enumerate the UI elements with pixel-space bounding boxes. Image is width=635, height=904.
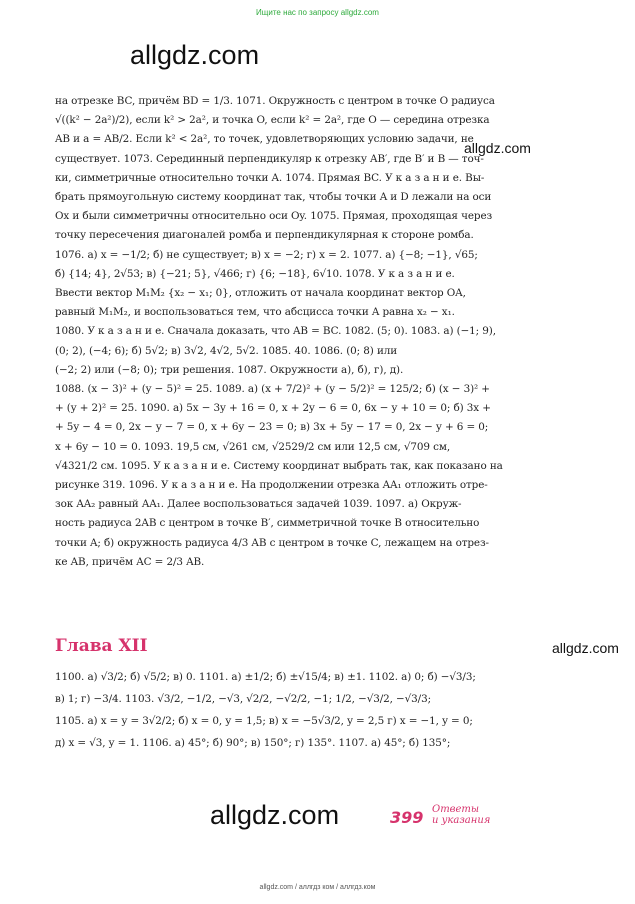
- answer-line: √4321/2 см. 1095. У к а з а н и е. Систему координат выбрать так, как показано на: [55, 459, 503, 472]
- answer-line: 1088. (x − 3)² + (y − 5)² = 25. 1089. а) (x + 7/2)² + (y − 5/2)² = 125/2; б) (x − 3)² +: [55, 383, 490, 396]
- answer-line: д) x = √3, y = 1. 1106. а) 45°; б) 90°; в) 150°; г) 135°. 1107. а) 45°; б) 135°;: [55, 737, 451, 749]
- answer-line: равный M₁M₂, и воспользоваться тем, что абсцисса точки A равна x₂ − x₁.: [55, 306, 455, 319]
- answer-line: 1080. У к а з а н и е. Сначала доказать, что AB = BC. 1082. (5; 0). 1083. а) (−1; 9),: [55, 325, 496, 338]
- answer-line: ность радиуса 2AB с центром в точке B′, симметричной точке B относительно: [55, 517, 480, 530]
- section-label: [432, 804, 490, 826]
- page-number: 399: [390, 808, 424, 827]
- answer-line: √((k² − 2a²)/2), если k² > 2a², и точка O, если k² = 2a², где O — середина отрезка: [55, 114, 490, 127]
- answer-line: существует. 1073. Серединный перпендикуляр к отрезку AB′, где B′ и B — точ-: [55, 152, 484, 165]
- answer-line: точку пересечения диагоналей ромба и перпендикулярная к стороне ромба.: [55, 229, 474, 242]
- watermark-mid: allgdz.com: [464, 140, 531, 156]
- watermark-bottom: allgdz.com: [210, 800, 340, 830]
- top-search-link[interactable]: Ищите нас по запросу allgdz.com: [256, 8, 379, 17]
- answer-line: в) 1; г) −3/4. 1103. √3/2, −1/2, −√3, √2/2, −√2/2, −1; 1/2, −√3/2, −√3/3;: [55, 693, 431, 705]
- answer-line: 1076. а) x = −1/2; б) не существует; в) x = −2; г) x = 2. 1077. а) {−8; −1}, √65;: [55, 248, 478, 261]
- chapter-answers-block: [55, 666, 562, 754]
- answer-line: б) {14; 4}, 2√53; в) {−21; 5}, √466; г) {6; −18}, 6√10. 1078. У к а з а н и е.: [55, 267, 455, 280]
- answer-line: x + 6y − 10 = 0. 1093. 19,5 см, √261 см, √2529/2 см или 12,5 см, √709 см,: [55, 440, 451, 453]
- answer-line: (0; 2), (−4; 6); б) 5√2; в) 3√2, 4√2, 5√2. 1085. 40. 1086. (0; 8) или: [55, 344, 398, 357]
- answer-line: брать прямоугольную систему координат так, чтобы точки A и D лежали на оси: [55, 191, 492, 204]
- answer-line: Ox и были симметричны относительно оси Oy. 1075. Прямая, проходящая через: [55, 210, 493, 223]
- answer-line: AB и a = AB/2. Если k² < 2a², то точек, удовлетворяющих условию задачи, не: [55, 133, 474, 146]
- answer-line: рисунке 319. 1096. У к а з а н и е. На продолжении отрезка AA₁ отложить отре-: [55, 479, 488, 492]
- answer-line: (−2; 2) или (−8; 0); три решения. 1087. Окружности а), б), г), д).: [55, 363, 404, 376]
- section-label-line: и указания: [432, 815, 491, 826]
- bottom-links[interactable]: allgdz.com / аллгдз ком / аллгдз.ком: [259, 884, 376, 891]
- answer-line: точки A; б) окружность радиуса 4/3 AB с центром в точке C, лежащем на отрез-: [55, 536, 489, 549]
- answer-line: 1100. а) √3/2; б) √5/2; в) 0. 1101. а) ±1/2; б) ±√15/4; в) ±1. 1102. а) 0; б) −√3/3;: [55, 671, 476, 683]
- answer-line: ке AB, причём AC = 2/3 AB.: [55, 555, 205, 568]
- watermark-top: allgdz.com: [130, 40, 260, 70]
- answer-line: + 5y − 4 = 0, 2x − y − 7 = 0, x + 6y − 23 = 0; в) 3x + 5y − 17 = 0, 2x − y + 6 = 0;: [55, 421, 489, 434]
- answer-line: Ввести вектор M₁M₂ {x₂ − x₁; 0}, отложить от начала координат вектор OA,: [55, 287, 466, 300]
- answer-line: на отрезке BC, причём BD = 1/3. 1071. Окружность с центром в точке O радиуса: [55, 95, 495, 107]
- answers-text-block: [55, 92, 562, 572]
- answer-line: ки, симметричные относительно точки A. 1074. Прямая BC. У к а з а н и е. Вы-: [55, 171, 485, 184]
- answer-line: зок AA₂ равный AA₁. Далее воспользоваться задачей 1039. 1097. а) Окруж-: [55, 498, 462, 511]
- section-label-line: Ответы: [432, 804, 480, 815]
- chapter-heading: Глава XII: [55, 636, 148, 656]
- answer-line: 1105. а) x = y = 3√2/2; б) x = 0, y = 1,5; в) x = −5√3/2, y = 2,5 г) x = −1, y = 0;: [55, 715, 473, 727]
- watermark-right: allgdz.com: [552, 640, 619, 656]
- answer-line: + (y + 2)² = 25. 1090. а) 5x − 3y + 16 = 0, x + 2y − 6 = 0, 6x − y + 10 = 0; б) 3x +: [55, 402, 491, 415]
